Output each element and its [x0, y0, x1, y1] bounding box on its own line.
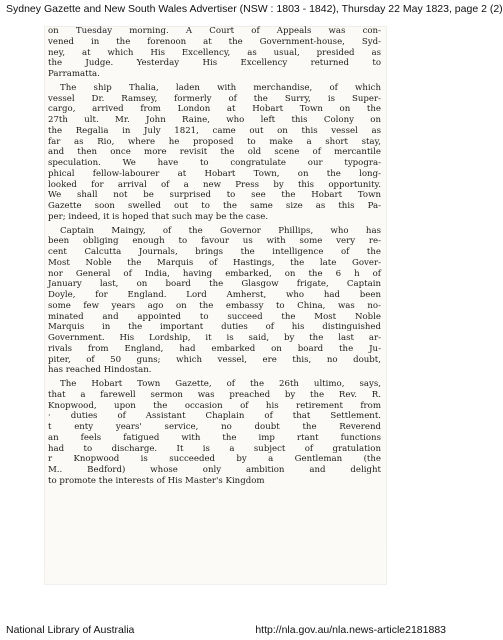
article-line: cargo, arrived from London at Hobart Town on the	[48, 104, 381, 115]
article-line: had to discharge. It is a subject of gratulation	[48, 443, 381, 454]
article-line: Parramatta.	[48, 69, 100, 79]
article-line: to promote the interests of His Master's Kingdom	[48, 475, 265, 486]
article-line: has reached Hindostan.	[48, 365, 152, 376]
article-line: Knopwood, upon the occasion of his retirement from	[48, 400, 381, 411]
article-line: January last, on board the Glasgow frigate, Captain	[48, 279, 381, 290]
article-line: · duties of Assistant Chaplain of that Settlement.	[48, 411, 381, 422]
article-line: that a farewell sermon was preached by the Rev. R.	[48, 389, 381, 400]
article-line: t enty years' service, no doubt the Reverend	[48, 422, 381, 432]
article-line: the Regalia in July 1821, came out on this vessel as	[48, 125, 381, 136]
page-header-title: Sydney Gazette and New South Wales Advertiser (NSW : 1803 - 1842), Thursday 22 May 1823, page 2 (2)	[6, 3, 503, 15]
article-line: r Knopwood is succeeded by a Gentleman (the	[48, 454, 381, 465]
article-line: rivals from England, had embarked on board the Ju-	[48, 343, 381, 354]
article-line: minated and appointed to succeed the Most Noble	[48, 311, 381, 322]
article-line: Most Noble the Marquis of Hastings, the late Gover-	[48, 257, 381, 268]
article-line: nor General of India, having embarked, on the 6 h of	[48, 268, 381, 279]
footer-source-link[interactable]: National Library of Australia	[6, 624, 135, 636]
article-line: far as Rio, where he proposed to make a short stay,	[48, 136, 381, 147]
footer-article-url[interactable]: http://nla.gov.au/nla.news-article2181883	[255, 624, 446, 636]
article-line: on Tuesday morning. A Court of Appeals was con-	[48, 26, 381, 36]
article-line: The Hobart Town Gazette, of the 26th ultimo, says,	[60, 379, 381, 389]
article-line: some few years ago on the embassy to China, was no-	[48, 300, 381, 311]
newspaper-clipping	[44, 26, 387, 585]
article-line: We shall not be surprised to see the Hobart Town	[48, 190, 381, 201]
article-line: an feels fatigued with the imp rtant functions	[48, 432, 381, 443]
article-line: Captain Maingy, of the Governor Phillips, who has	[60, 225, 381, 236]
article-line: per; indeed, it is hoped that such may be the case.	[48, 211, 269, 222]
paper-shading	[44, 525, 387, 585]
article-line: Marquis in the important duties of his distinguished	[48, 322, 381, 333]
article-line: 27th ult. Mr. John Raine, who left this Colony on	[48, 115, 381, 125]
article-paragraph	[48, 26, 381, 80]
article-line: been obliging enough to favour us with some very re-	[48, 236, 381, 247]
article-line: speculation. We have to congratulate our typogra-	[48, 158, 381, 168]
article-paragraph	[48, 83, 381, 223]
article-line: and then once more revisit the old scene of mercantile	[48, 147, 381, 158]
article-line: vened in the forenoon at the Government-house, Syd-	[48, 36, 381, 47]
article-line: The ship Thalia, laden with merchandise, of which	[60, 82, 381, 93]
article-line: looked for arrival of a new Press by this opportunity.	[48, 179, 381, 190]
article-line: Doyle, for England. Lord Amherst, who had been	[48, 290, 381, 300]
article-line: piter, of 50 guns; which vessel, ere this, no doubt,	[48, 354, 381, 365]
article-paragraph	[48, 379, 381, 487]
article-line: vessel Dr. Ramsey, formerly of the Surry, is Super-	[48, 93, 381, 104]
article-line: the Judge. Yesterday His Excellency returned to	[48, 58, 381, 69]
article-line: Gazette soon swelled out to the same size as this Pa-	[48, 201, 381, 211]
article-line: phical fellow-labourer at Hobart Town, on the long-	[48, 168, 381, 179]
article-paragraph	[48, 226, 381, 377]
article-line: cent Calcutta Journals, brings the intelligence of the	[48, 247, 381, 257]
article-line: ney, at which His Excellency, as usual, presided as	[48, 47, 381, 58]
article-line: M.. Bedford) whose only ambition and delight	[48, 465, 381, 475]
article-column	[48, 26, 381, 490]
article-line: Government. His Lordship, it is said, by the last ar-	[48, 333, 381, 343]
